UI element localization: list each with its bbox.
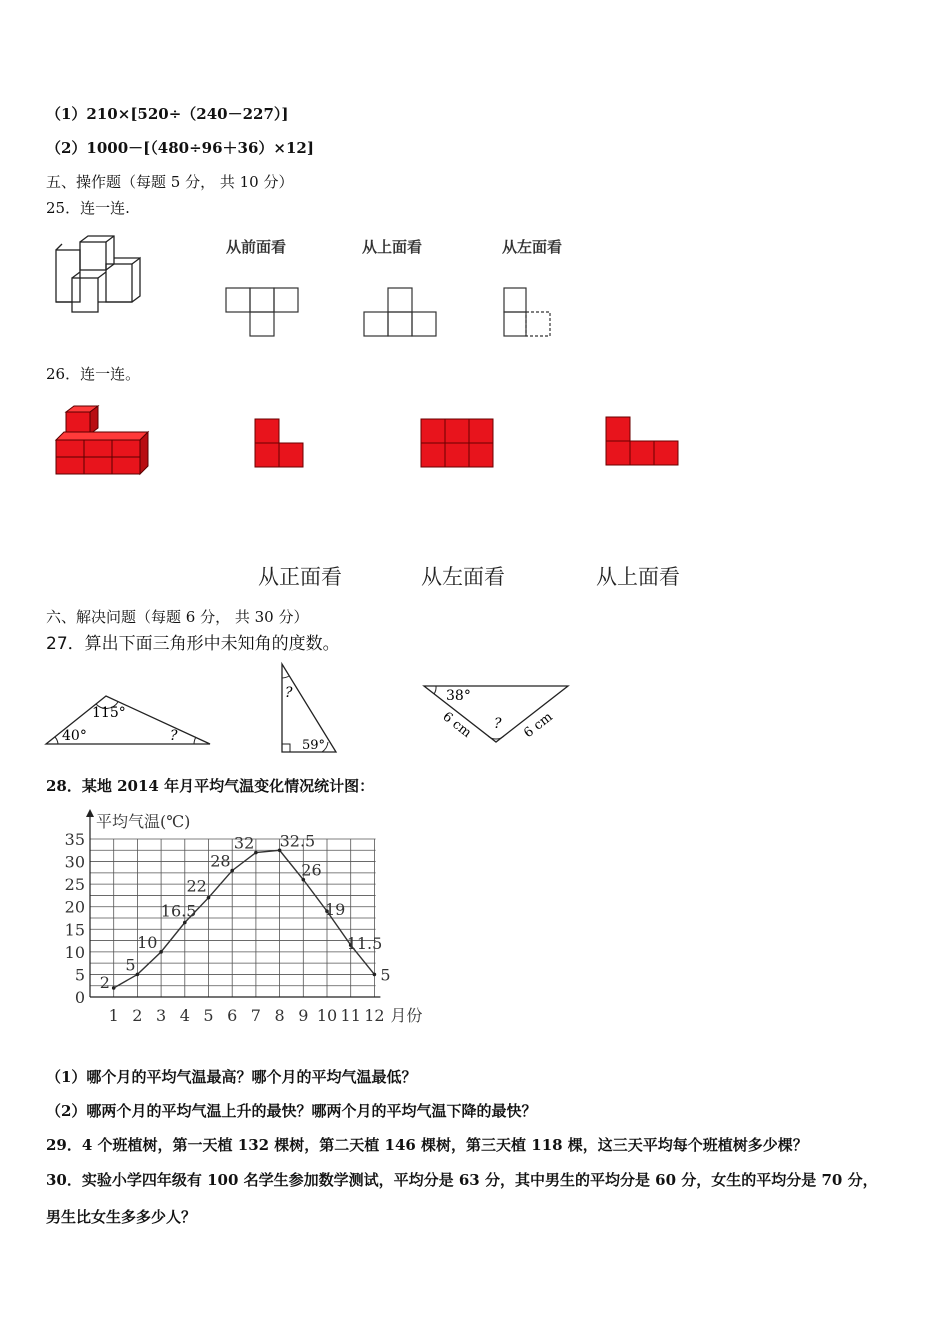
data-label: 32 [233, 833, 255, 853]
q26-red-block-figure [52, 402, 152, 478]
q28-title: 28．某地 2014 年月平均气温变化情况统计图： [46, 777, 375, 795]
data-label: 19 [325, 900, 346, 920]
data-label: 26 [301, 860, 322, 880]
y-tick-label: 20 [64, 897, 85, 917]
x-tick-label: 8 [274, 1006, 285, 1025]
x-tick-label: 4 [179, 1006, 190, 1025]
data-point [112, 986, 116, 990]
data-label: 5 [125, 955, 136, 975]
data-label: 2 [99, 972, 110, 992]
q25-view-shape-column [500, 284, 556, 340]
x-tick-label: 5 [203, 1006, 214, 1025]
data-label: 10 [137, 932, 158, 952]
data-label: 5 [380, 965, 391, 985]
x-tick-label: 12 [364, 1006, 385, 1025]
q30-text-line2: 男生比女生多多少人？ [46, 1208, 197, 1226]
data-label: 28 [210, 851, 231, 871]
data-point [254, 851, 258, 855]
data-label: 32.5 [279, 831, 316, 851]
q25-view-shape-inverted-t [360, 284, 440, 340]
y-tick-label: 5 [74, 965, 85, 985]
calc-item-2: （2）1000－[（480÷96＋36）×12] [46, 139, 314, 157]
tri3-side-right: 6 cm [521, 709, 556, 742]
x-tick-label: 6 [227, 1006, 238, 1025]
data-point [230, 869, 234, 873]
q27-title: 27．算出下面三角形中未知角的度数。 [46, 634, 340, 654]
q26-view-l-long [605, 416, 681, 466]
q25-view-top-label: 从上面看 [362, 238, 423, 256]
q27-triangle-obtuse [44, 690, 214, 748]
section-6-heading: 六、解决问题（每题 6 分， 共 30 分） [46, 608, 309, 626]
data-label: 11.5 [346, 934, 383, 954]
tri3-unknown: ? [494, 716, 502, 732]
q25-view-left-label: 从左面看 [502, 238, 563, 256]
q26-title: 26．连一连。 [46, 365, 141, 383]
y-tick-label: 25 [64, 875, 85, 895]
tri3-side-left: 6 cm [439, 709, 475, 741]
y-tick-label: 30 [64, 852, 85, 872]
q27-triangle-right [276, 660, 342, 756]
q26-view-rectangle-2x3 [420, 418, 496, 468]
y-axis-arrow [86, 809, 94, 817]
q26-view-front-label: 从正面看 [258, 565, 342, 589]
x-tick-label: 2 [132, 1006, 143, 1025]
q29-text: 29．4 个班植树，第一天植 132 棵树，第二天植 146 棵树，第三天植 118 棵，这三天平均每个班植树多少棵？ [46, 1136, 808, 1154]
q28-sub1: （1）哪个月的平均气温最高？哪个月的平均气温最低？ [46, 1068, 417, 1086]
data-label: 22 [186, 876, 207, 896]
y-tick-label: 0 [74, 988, 85, 1007]
data-point [136, 973, 140, 977]
data-point [207, 896, 211, 900]
q28-sub2: （2）哪两个月的平均气温上升的最快？哪两个月的平均气温下降的最快？ [46, 1102, 537, 1120]
tri2-angle-bottom: 59° [302, 738, 326, 753]
q30-text-line1: 30．实验小学四年级有 100 名学生参加数学测试，平均分是 63 分，其中男生的平均分是 60 分，女生的平均分是 70 分， [46, 1171, 878, 1189]
data-point [183, 921, 187, 925]
data-label: 16.5 [160, 901, 197, 921]
x-tick-label: 7 [250, 1006, 261, 1025]
x-tick-label: 9 [298, 1006, 309, 1025]
q26-view-l-small [254, 418, 306, 468]
q25-cube-figure [48, 234, 148, 316]
x-tick-label: 11 [340, 1006, 361, 1025]
tri1-angle-top: 115° [92, 705, 126, 721]
q26-view-left-label: 从左面看 [421, 565, 505, 589]
tri3-angle-left: 38° [446, 688, 471, 704]
tri2-unknown: ? [285, 685, 293, 701]
data-point [373, 973, 377, 977]
y-tick-label: 15 [64, 920, 85, 940]
y-axis-label: 平均气温(℃) [96, 812, 191, 831]
calc-item-1: （1）210×[520÷（240－227）] [46, 105, 289, 123]
q25-view-shape-t [222, 284, 302, 340]
y-tick-label: 35 [64, 830, 85, 849]
y-tick-label: 10 [64, 942, 85, 962]
q27-triangle-isosceles [420, 682, 574, 748]
x-tick-label: 1 [108, 1006, 119, 1025]
section-5-heading: 五、操作题（每题 5 分， 共 10 分） [46, 173, 294, 191]
tri1-angle-left: 40° [62, 728, 87, 744]
q25-title: 25．连一连. [46, 199, 130, 217]
x-tick-label: 10 [316, 1006, 338, 1025]
q25-view-front-label: 从前面看 [226, 238, 287, 256]
x-axis-label: 月份 [390, 1006, 423, 1025]
data-point [159, 950, 163, 954]
temperature-line-chart [40, 805, 440, 1030]
tri1-unknown: ? [170, 728, 178, 744]
x-tick-label: 3 [156, 1006, 167, 1025]
q26-view-top-label: 从上面看 [596, 565, 680, 589]
